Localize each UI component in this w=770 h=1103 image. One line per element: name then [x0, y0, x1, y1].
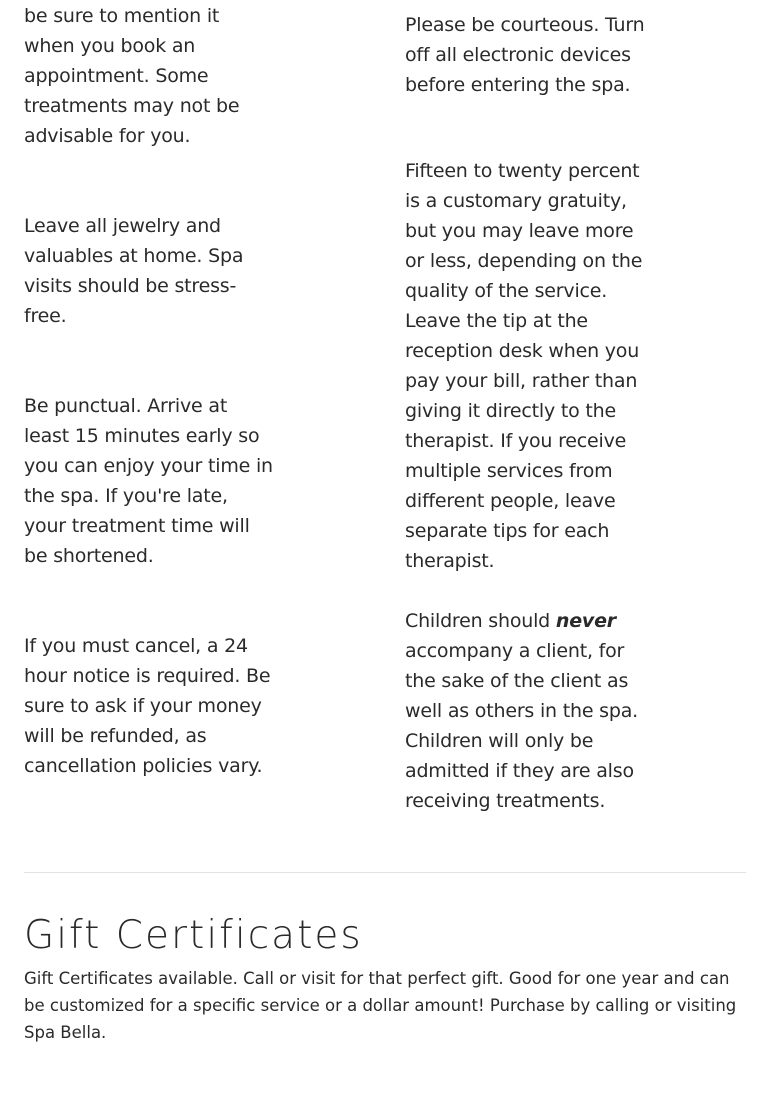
gift-certificates-description: Gift Certificates available. Call or visit for that perfect gift. Good for one year and can be customized for a specific service or a dollar amount! Purchase by calling or visiting Spa Bella.	[24, 969, 737, 1042]
etiquette-tip-children	[405, 606, 655, 816]
children-text-after: accompany a client, for the sake of the client as well as others in the spa. Children will only be admitted if they are also receiving treatments.	[405, 640, 638, 812]
section-divider	[24, 872, 746, 873]
gift-certificates-heading: Gift Certificates	[24, 913, 363, 958]
etiquette-tip-consultation: be sure to mention it when you book an appointment. Some treatments may not be advisable for you.	[24, 5, 240, 147]
children-emphasis: never	[555, 610, 616, 632]
etiquette-left-column	[24, 1, 274, 781]
etiquette-tip-cancellation: If you must cancel, a 24 hour notice is required. Be sure to ask if your money will be refunded, as cancellation policies vary.	[24, 635, 271, 777]
etiquette-tip-devices: Please be courteous. Turn off all electronic devices before entering the spa.	[405, 14, 645, 96]
etiquette-right-column	[405, 10, 655, 816]
children-text-before: Children should	[405, 610, 556, 632]
etiquette-tip-gratuity: Fifteen to twenty percent is a customary gratuity, but you may leave more or less, depending on the quality of the service. Leave the tip at the reception desk when you pay your bill, rather than giving it directly to the therapist. If you receive multiple services from different people, leave separate tips for each therapist.	[405, 160, 643, 572]
etiquette-tip-valuables: Leave all jewelry and valuables at home. Spa visits should be stress-free.	[24, 215, 244, 327]
etiquette-tip-punctuality: Be punctual. Arrive at least 15 minutes early so you can enjoy your time in the spa. If you're late, your treatment time will be shortened.	[24, 395, 273, 567]
